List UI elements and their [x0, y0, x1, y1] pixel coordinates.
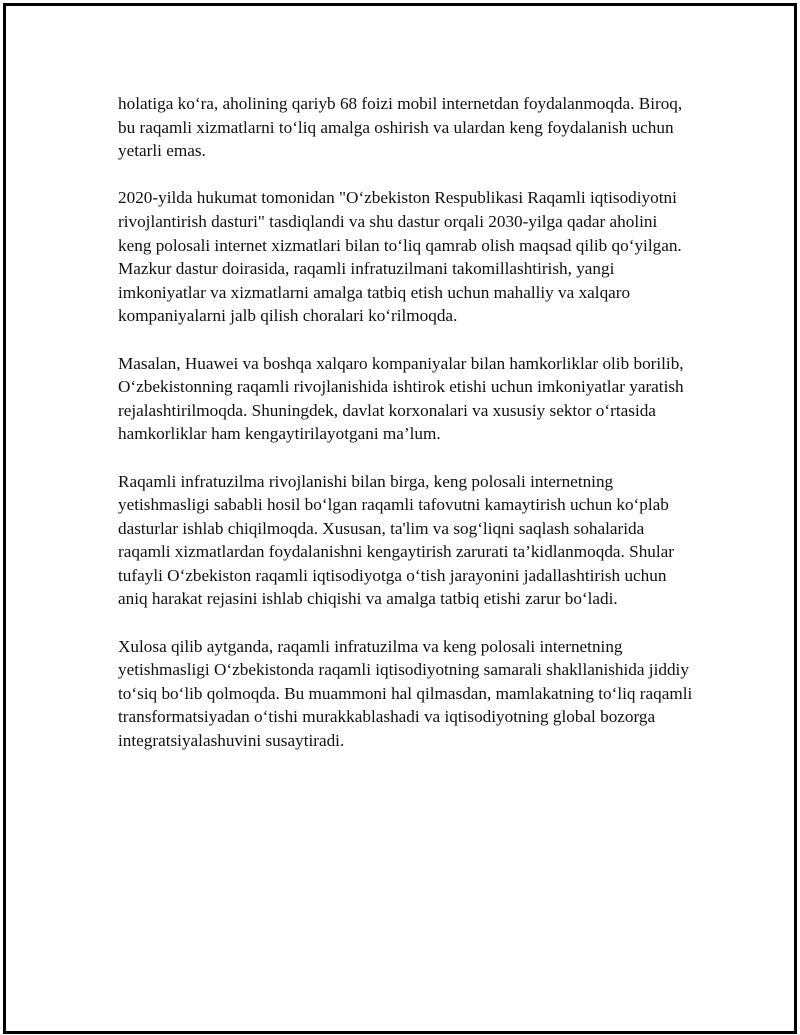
paragraph-1: holatiga ko‘ra, aholining qariyb 68 foizi mobil internetdan foydalanmoqda. Biroq, bu raqamli xizmatlarni to‘liq amalga oshirish va ulardan keng foydalanish uchun yetarli emas. — [118, 94, 683, 161]
paragraph-5: Xulosa qilib aytganda, raqamli infratuzilma va keng polosali internetning yetishmasligi O‘zbekistonda raqamli iqtisodiyotning samarali shakllanishida jiddiy to‘siq bo‘lib qolmoqda. Bu muammoni hal qilmasdan, mamlakatning to‘liq raqamli transformatsiyadan o‘tishi murakkablashadi va iqtisodiyotning global bozorga integratsiyalashuvini susaytiradi. — [118, 636, 693, 751]
document-body — [118, 92, 693, 776]
paragraph-2: 2020-yilda hukumat tomonidan "O‘zbekiston Respublikasi Raqamli iqtisodiyotni rivojlantirish dasturi" tasdiqlandi va shu dastur orqali 2030-yilga qadar aholini keng polosali internet xizmatlari bilan to‘liq qamrab olish maqsad qilib qo‘yilgan. Mazkur dastur doirasida, raqamli infratuzilmani takomillashtirish, yangi imkoniyatlar va xizmatlarni amalga tatbiq etish uchun mahalliy va xalqaro kompaniyalarni jalb qilish choralari ko‘rilmoqda. — [118, 188, 682, 326]
paragraph-4: Raqamli infratuzilma rivojlanishi bilan birga, keng polosali internetning yetishmasligi sababli hosil bo‘lgan raqamli tafovutni kamaytirish uchun ko‘plab dasturlar ishlab chiqilmoqda. Xususan, ta'lim va sog‘liqni saqlash sohalarida raqamli xizmatlardan foydalanishni kengaytirish zarurati ta’kidlanmoqda. Shular tufayli O‘zbekiston raqamli iqtisodiyotga o‘tish jarayonini jadallashtirish uchun aniq harakat rejasini ishlab chiqishi va amalga tatbiq etishi zarur bo‘ladi. — [118, 471, 675, 609]
paragraph-3: Masalan, Huawei va boshqa xalqaro kompaniyalar bilan hamkorliklar olib borilib, O‘zbekistonning raqamli rivojlanishida ishtirok etishi uchun imkoniyatlar yaratish rejalashtirilmoqda. Shuningdek, davlat korxonalari va xususiy sektor o‘rtasida hamkorliklar ham kengaytirilayotgani ma’lum. — [118, 353, 684, 444]
